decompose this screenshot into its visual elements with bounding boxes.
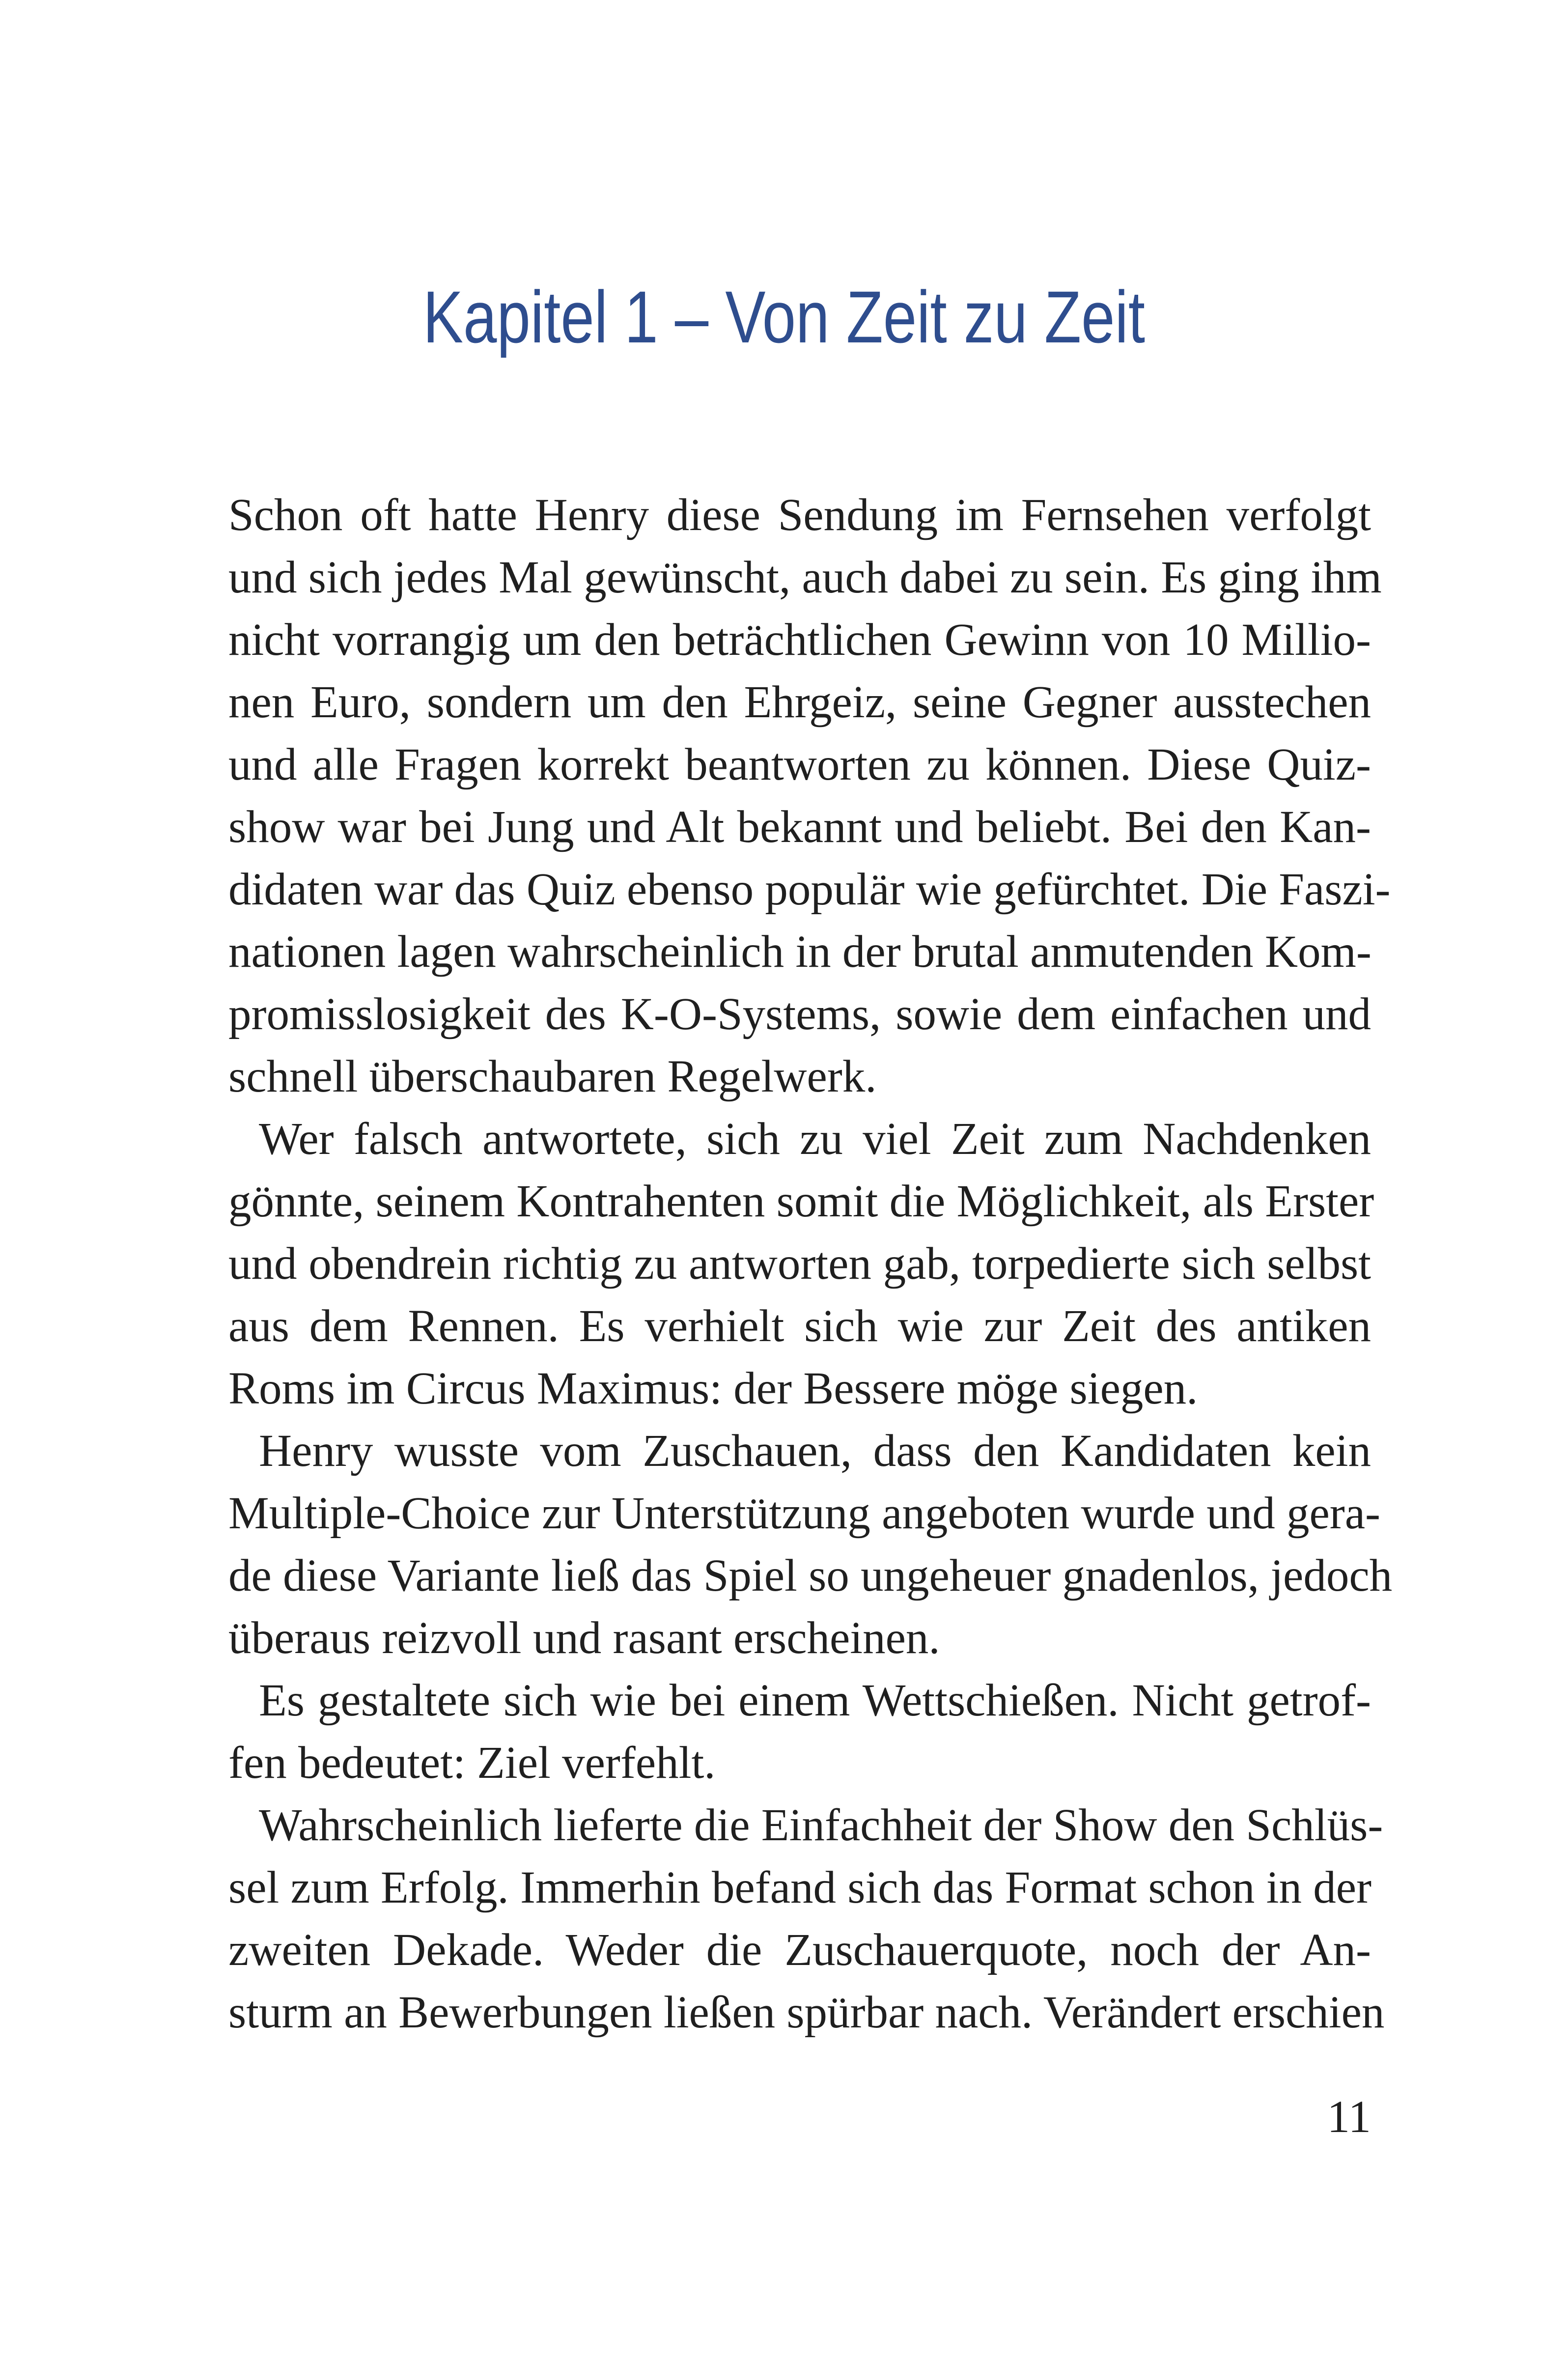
text-line: fen bedeutet: Ziel verfehlt. [228, 1738, 716, 1788]
text-line: und obendrein richtig zu antworten gab, torpedierte sich selbst [228, 1238, 1371, 1289]
body-text [228, 484, 1393, 2044]
page-number: 11 [1327, 2092, 1371, 2142]
text-line: sturm an Bewerbungen ließen spürbar nach. Verändert erschien [228, 1987, 1385, 2038]
text-line: Schon oft hatte Henry diese Sendung im Fernsehen verfolgt [228, 490, 1371, 540]
paragraph [228, 1669, 1371, 1794]
paragraph [228, 1420, 1393, 1669]
text-line: aus dem Rennen. Es verhielt sich wie zur Zeit des antiken [228, 1301, 1371, 1351]
text-line: schnell überschaubaren Regelwerk. [228, 1051, 877, 1102]
text-line: de diese Variante ließ das Spiel so ungeheuer gnadenlos, jedoch [228, 1550, 1393, 1601]
text-line: show war bei Jung und Alt bekannt und beliebt. Bei den Kan- [228, 802, 1371, 852]
paragraph [228, 1108, 1374, 1420]
text-line: nicht vorrangig um den beträchtlichen Gewinn von 10 Millio- [228, 615, 1371, 665]
text-line: didaten war das Quiz ebenso populär wie gefürchtet. Die Faszi- [228, 864, 1391, 915]
text-line: Henry wusste vom Zuschauen, dass den Kandidaten kein [259, 1426, 1371, 1476]
paragraph [228, 484, 1391, 1108]
paragraph [228, 1794, 1385, 2044]
chapter-title: Kapitel 1 – Von Zeit zu Zeit [422, 276, 1146, 358]
text-line: Wahrscheinlich lieferte die Einfachheit der Show den Schlüs- [259, 1800, 1383, 1851]
text-line: Es gestaltete sich wie bei einem Wettschießen. Nicht getrof- [259, 1675, 1371, 1726]
text-line: Roms im Circus Maximus: der Bessere möge siegen. [228, 1363, 1198, 1414]
text-line: sel zum Erfolg. Immerhin befand sich das Format schon in der [228, 1862, 1372, 1913]
text-line: und sich jedes Mal gewünscht, auch dabei zu sein. Es ging ihm [228, 552, 1382, 603]
text-line: zweiten Dekade. Weder die Zuschauerquote, noch der An- [228, 1925, 1371, 1975]
text-line: gönnte, seinem Kontrahenten somit die Möglichkeit, als Erster [228, 1176, 1374, 1227]
text-line: nen Euro, sondern um den Ehrgeiz, seine Gegner ausstechen [228, 677, 1371, 728]
text-line: Wer falsch antwortete, sich zu viel Zeit zum Nachdenken [259, 1114, 1371, 1164]
text-line: nationen lagen wahrscheinlich in der brutal anmutenden Kom- [228, 926, 1372, 977]
text-line: Multiple-Choice zur Unterstützung angeboten wurde und gera- [228, 1488, 1380, 1539]
text-line: überaus reizvoll und rasant erscheinen. [228, 1613, 940, 1663]
text-line: und alle Fragen korrekt beantworten zu können. Diese Quiz- [228, 739, 1371, 790]
text-line: promisslosigkeit des K-O-Systems, sowie dem einfachen und [228, 989, 1371, 1039]
